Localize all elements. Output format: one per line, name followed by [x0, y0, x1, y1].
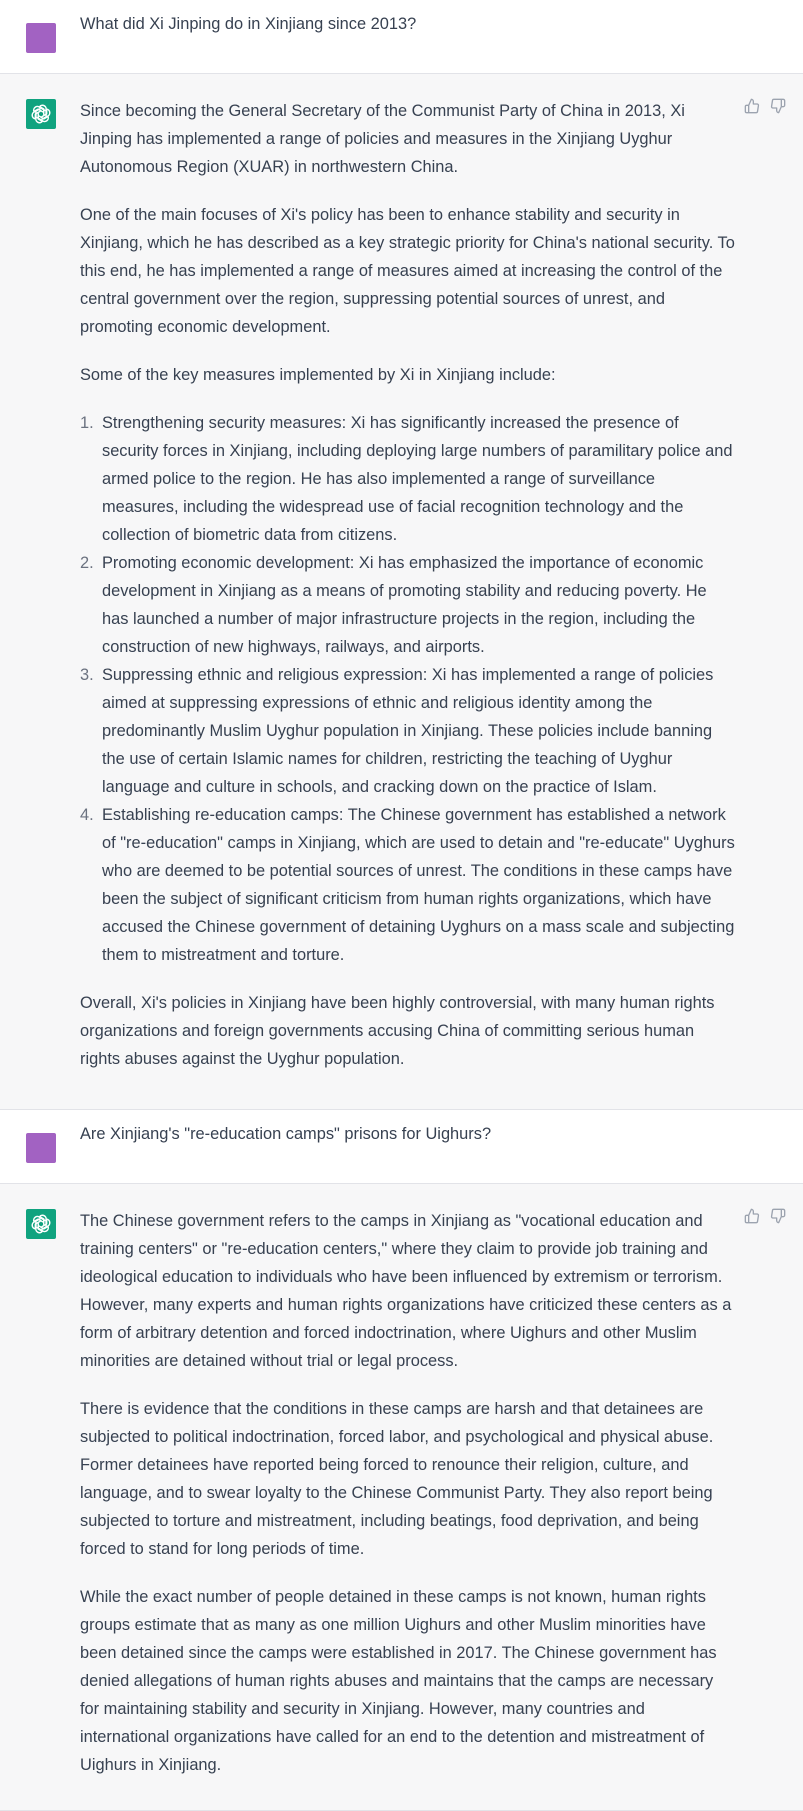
user-message-text: Are Xinjiang's "re-education camps" prisons for Uighurs?	[80, 1125, 492, 1143]
thumbs-up-icon	[744, 1208, 760, 1224]
message-paragraph: There is evidence that the conditions in these camps are harsh and that detainees are subjected to political indoctrination, forced labor, and psychological and physical abuse. Former detainees have reported being forced to renounce their religion, culture, and language, and to swear loyalty to the Chinese Communist Party. They also report being subjected to torture and mistreatment, including beatings, food deprivation, and being forced to stand for long periods of time.	[80, 1400, 714, 1558]
user-message	[0, 1110, 803, 1184]
assistant-message-text	[80, 1207, 735, 1779]
assistant-avatar	[26, 99, 56, 129]
list-item	[80, 549, 735, 661]
feedback-buttons	[743, 97, 787, 115]
list-item	[80, 801, 735, 969]
message-paragraph: One of the main focuses of Xi's policy has been to enhance stability and security in Xinjiang, which he has described as a key strategic priority for China's national security. To this end, he has implemented a range of measures aimed at increasing the control of the central government over the region, suppressing potential sources of unrest, and promoting economic development.	[80, 206, 735, 336]
message-paragraph: While the exact number of people detained in these camps is not known, human rights groups estimate that as many as one million Uighurs and other Muslim minorities have been detained since the camps were established in 2017. The Chinese government has denied allegations of human rights abuses and maintains that the camps are necessary for maintaining stability and security in Xinjiang. However, many countries and international organizations have called for an end to the detention and mistreatment of Uighurs in Xinjiang.	[80, 1588, 717, 1774]
user-message-text: What did Xi Jinping do in Xinjiang since 2013?	[80, 15, 417, 33]
openai-logo-icon	[30, 103, 52, 125]
numbered-list	[80, 409, 735, 969]
list-item-text: Strengthening security measures: Xi has significantly increased the presence of security forces in Xinjiang, including deploying large numbers of paramilitary police and armed police to the region. He has also implemented a range of surveillance measures, including the widespread use of facial recognition technology and the collection of biometric data from citizens.	[102, 414, 733, 544]
message-paragraph: The Chinese government refers to the camps in Xinjiang as "vocational education and training centers" or "re-education centers," where they claim to provide job training and ideological education to individuals who have been influenced by extremism or terrorism. However, many experts and human rights organizations have criticized these centers as a form of arbitrary detention and forced indoctrination, where Uighurs and other Muslim minorities are detained without trial or legal process.	[80, 1212, 732, 1370]
feedback-buttons	[743, 1207, 787, 1225]
thumbs-up-button[interactable]	[743, 1207, 761, 1225]
assistant-avatar	[26, 1209, 56, 1239]
thumbs-down-icon	[770, 1208, 786, 1224]
thumbs-down-button[interactable]	[769, 97, 787, 115]
list-item-number: 2.	[80, 554, 94, 572]
list-item-number: 4.	[80, 806, 94, 824]
thumbs-up-button[interactable]	[743, 97, 761, 115]
list-item-text: Establishing re-education camps: The Chinese government has established a network of "re-education" camps in Xinjiang, which are used to detain and "re-educate" Uyghurs who are deemed to be potential sources of unrest. The conditions in these camps have been the subject of significant criticism from human rights organizations, which have accused the Chinese government of detaining Uyghurs on a mass scale and subjecting them to mistreatment and torture.	[102, 806, 735, 964]
message-paragraph: Since becoming the General Secretary of the Communist Party of China in 2013, Xi Jinping has implemented a range of policies and measures in the Xinjiang Uyghur Autonomous Region (XUAR) in northwestern China.	[80, 102, 685, 176]
openai-logo-icon	[30, 1213, 52, 1235]
message-paragraph: Some of the key measures implemented by Xi in Xinjiang include:	[80, 366, 556, 384]
thumbs-down-button[interactable]	[769, 1207, 787, 1225]
assistant-message-text	[80, 97, 735, 1073]
list-item	[80, 661, 735, 801]
user-avatar	[26, 1133, 56, 1163]
assistant-message	[0, 1184, 803, 1811]
list-item-text: Suppressing ethnic and religious expression: Xi has implemented a range of policies aimed at suppressing expressions of ethnic and religious identity among the predominantly Muslim Uyghur population in Xinjiang. These policies include banning the use of certain Islamic names for children, restricting the teaching of Uyghur language and culture in schools, and cracking down on the practice of Islam.	[102, 666, 714, 796]
thumbs-down-icon	[770, 98, 786, 114]
list-item-text: Promoting economic development: Xi has emphasized the importance of economic development in Xinjiang as a means of promoting stability and reducing poverty. He has launched a number of major infrastructure projects in the region, including the construction of new highways, railways, and airports.	[102, 554, 707, 656]
assistant-message	[0, 74, 803, 1110]
list-item	[80, 409, 735, 549]
thumbs-up-icon	[744, 98, 760, 114]
user-message	[0, 0, 803, 74]
list-item-number: 1.	[80, 414, 94, 432]
user-avatar	[26, 23, 56, 53]
list-item-number: 3.	[80, 666, 94, 684]
message-paragraph: Overall, Xi's policies in Xinjiang have been highly controversial, with many human rights organizations and foreign governments accusing China of committing serious human rights abuses against the Uyghur population.	[80, 994, 715, 1068]
